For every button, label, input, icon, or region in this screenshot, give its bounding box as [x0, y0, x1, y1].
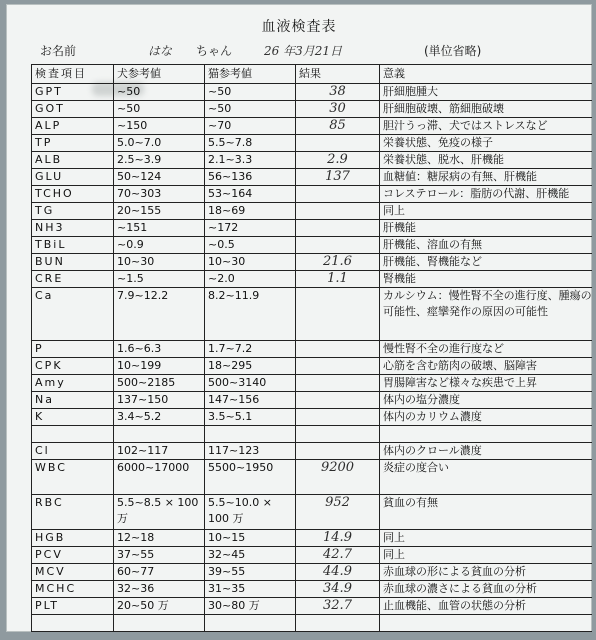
cat-reference: 1.7~7.2	[205, 341, 296, 358]
table-row	[32, 426, 593, 443]
meaning-text: 肝細胞腫大	[380, 84, 593, 101]
table-row	[32, 152, 593, 169]
cat-reference: 56~136	[205, 169, 296, 186]
dog-reference: ~1.5	[114, 271, 205, 288]
meaning-text: 栄養状態、脱水、肝機能	[380, 152, 593, 169]
test-item: BUN	[32, 254, 114, 271]
dog-reference: 3.4~5.2	[114, 409, 205, 426]
table-row	[32, 271, 593, 288]
meaning-text: 同上	[380, 547, 593, 564]
cat-reference	[205, 615, 296, 632]
handwritten-result: 85	[329, 118, 346, 133]
result-value	[296, 341, 380, 358]
dog-reference: ~50	[114, 84, 205, 101]
dog-reference: ~150	[114, 118, 205, 135]
name-label: お名前	[40, 44, 77, 58]
meaning-text: 同上	[380, 530, 593, 547]
meaning-text: 炎症の度合い	[380, 460, 593, 495]
handwritten-result: 21.6	[323, 254, 352, 269]
table-row	[32, 186, 593, 203]
meaning-text: 血糖値：糖尿病の有無、肝機能	[380, 169, 593, 186]
dog-reference: 12~18	[114, 530, 205, 547]
result-value	[296, 358, 380, 375]
table-row	[32, 460, 593, 495]
meaning-text	[380, 426, 593, 443]
meaning-text: 赤血球の濃さによる貧血の分析	[380, 581, 593, 598]
test-item: TBiL	[32, 237, 114, 254]
meaning-text: 体内のカリウム濃度	[380, 409, 593, 426]
cat-reference: 2.1~3.3	[205, 152, 296, 169]
test-item: TCHO	[32, 186, 114, 203]
cat-reference: ~70	[205, 118, 296, 135]
dog-reference: 1.6~6.3	[114, 341, 205, 358]
table-row	[32, 358, 593, 375]
table-row	[32, 220, 593, 237]
result-value	[296, 101, 380, 118]
cat-reference: 10~30	[205, 254, 296, 271]
cat-reference: 5.5~7.8	[205, 135, 296, 152]
meaning-text: 胆汁うっ滞、犬ではストレスなど	[380, 118, 593, 135]
test-item: WBC	[32, 460, 114, 495]
handwritten-result: 42.7	[323, 547, 352, 562]
test-item: CRE	[32, 271, 114, 288]
test-item: TG	[32, 203, 114, 220]
meaning-text: 腎機能	[380, 271, 593, 288]
dog-reference	[114, 426, 205, 443]
handwritten-result: 1.1	[327, 271, 348, 286]
table-row	[32, 288, 593, 341]
cat-reference: 18~295	[205, 358, 296, 375]
cat-reference: 117~123	[205, 443, 296, 460]
meaning-text: 胃腸障害など様々な疾患で上昇	[380, 375, 593, 392]
dog-reference: 500~2185	[114, 375, 205, 392]
dog-reference	[114, 615, 205, 632]
table-row	[32, 392, 593, 409]
cat-reference: 10~15	[205, 530, 296, 547]
table-row	[32, 375, 593, 392]
meaning-text: 肝機能、溶血の有無	[380, 237, 593, 254]
meaning-text: 止血機能、血管の状態の分析	[380, 598, 593, 615]
dog-reference: ~0.9	[114, 237, 205, 254]
result-value	[296, 375, 380, 392]
cat-reference: 3.5~5.1	[205, 409, 296, 426]
result-value	[296, 152, 380, 169]
result-value	[296, 169, 380, 186]
table-row	[32, 495, 593, 530]
cat-reference: 18~69	[205, 203, 296, 220]
cat-reference: 39~55	[205, 564, 296, 581]
handwritten-result: 137	[325, 169, 350, 184]
meaning-text: 心筋を含む筋肉の破壊、脳障害	[380, 358, 593, 375]
cat-reference: ~172	[205, 220, 296, 237]
table-row	[32, 203, 593, 220]
blood-test-sheet	[6, 4, 592, 632]
meaning-text: 同上	[380, 203, 593, 220]
cat-reference: 5.5~10.0 × 100 万	[205, 495, 296, 530]
test-item: K	[32, 409, 114, 426]
meaning-text	[380, 615, 593, 632]
cat-reference	[205, 426, 296, 443]
meaning-text: 貧血の有無	[380, 495, 593, 530]
col-header-result: 結果	[296, 65, 380, 84]
name-suffix: ちゃん	[196, 44, 233, 58]
results-body	[32, 84, 593, 632]
test-item: Ca	[32, 288, 114, 341]
result-value	[296, 581, 380, 598]
cat-reference: 53~164	[205, 186, 296, 203]
cat-reference: 5500~1950	[205, 460, 296, 495]
test-item: GOT	[32, 101, 114, 118]
result-value	[296, 220, 380, 237]
cat-reference: 32~45	[205, 547, 296, 564]
dog-reference: 70~303	[114, 186, 205, 203]
result-value	[296, 186, 380, 203]
handwritten-result: 2.9	[327, 152, 348, 167]
dog-reference: 7.9~12.2	[114, 288, 205, 341]
meaning-text: 肝細胞破壊、筋細胞破壊	[380, 101, 593, 118]
table-header-row	[32, 65, 593, 84]
test-item: GLU	[32, 169, 114, 186]
test-item: RBC	[32, 495, 114, 530]
col-header-item: 検査項目	[32, 65, 114, 84]
meaning-text: 赤血球の形による貧血の分析	[380, 564, 593, 581]
table-row	[32, 598, 593, 615]
results-table	[31, 64, 592, 632]
test-item: MCV	[32, 564, 114, 581]
units-note: (単位省略)	[424, 44, 482, 58]
table-row	[32, 547, 593, 564]
result-value	[296, 254, 380, 271]
dog-reference: ~50	[114, 101, 205, 118]
cat-reference: ~2.0	[205, 271, 296, 288]
table-row	[32, 254, 593, 271]
dog-reference: 2.5~3.9	[114, 152, 205, 169]
cat-reference: 500~3140	[205, 375, 296, 392]
dog-reference: 5.5~8.5 × 100 万	[114, 495, 205, 530]
handwritten-result: 14.9	[323, 530, 352, 545]
handwritten-result: 34.9	[323, 581, 352, 596]
cat-reference: ~0.5	[205, 237, 296, 254]
dog-reference: 32~36	[114, 581, 205, 598]
table-row	[32, 101, 593, 118]
result-value	[296, 547, 380, 564]
col-header-dog-ref: 犬参考値	[114, 65, 205, 84]
dog-reference: 20~50 万	[114, 598, 205, 615]
result-value	[296, 460, 380, 495]
table-row	[32, 135, 593, 152]
result-value	[296, 443, 380, 460]
result-value	[296, 288, 380, 341]
result-value	[296, 135, 380, 152]
sheet-title: 血液検査表	[261, 19, 337, 35]
table-row	[32, 443, 593, 460]
test-item: P	[32, 341, 114, 358]
table-row	[32, 84, 593, 101]
test-item: NH3	[32, 220, 114, 237]
meaning-text: 栄養状態、免疫の様子	[380, 135, 593, 152]
handwritten-result: 44.9	[323, 564, 352, 579]
result-value	[296, 118, 380, 135]
cat-reference: 147~156	[205, 392, 296, 409]
test-item: ALB	[32, 152, 114, 169]
table-row	[32, 581, 593, 598]
pet-name: はな	[148, 44, 173, 58]
meaning-text: 肝機能、腎機能など	[380, 254, 593, 271]
test-item: Cl	[32, 443, 114, 460]
meaning-text: 体内の塩分濃度	[380, 392, 593, 409]
cat-reference: ~50	[205, 84, 296, 101]
meaning-text: カルシウム：慢性腎不全の進行度、腫瘍の可能性、痙攣発作の原因の可能性	[380, 288, 593, 341]
result-value	[296, 409, 380, 426]
dog-reference: 10~30	[114, 254, 205, 271]
meaning-text: 慢性腎不全の進行度など	[380, 341, 593, 358]
table-row	[32, 409, 593, 426]
test-item: Na	[32, 392, 114, 409]
test-item: CPK	[32, 358, 114, 375]
patient-header	[6, 42, 592, 60]
dog-reference: ~151	[114, 220, 205, 237]
result-value	[296, 598, 380, 615]
dog-reference: 137~150	[114, 392, 205, 409]
result-value	[296, 203, 380, 220]
dog-reference: 102~117	[114, 443, 205, 460]
test-item: PCV	[32, 547, 114, 564]
dog-reference: 37~55	[114, 547, 205, 564]
table-row	[32, 530, 593, 547]
test-item	[32, 615, 114, 632]
dog-reference: 20~155	[114, 203, 205, 220]
test-item: HGB	[32, 530, 114, 547]
dog-reference: 6000~17000	[114, 460, 205, 495]
handwritten-result: 9200	[320, 460, 355, 475]
test-item	[32, 426, 114, 443]
handwritten-result: 32.7	[323, 598, 352, 613]
test-item: MCHC	[32, 581, 114, 598]
result-value	[296, 84, 380, 101]
table-row	[32, 118, 593, 135]
test-item: Amy	[32, 375, 114, 392]
table-row	[32, 237, 593, 254]
table-row	[32, 615, 593, 632]
meaning-text: 体内のクロール濃度	[380, 443, 593, 460]
col-header-cat-ref: 猫参考値	[205, 65, 296, 84]
dog-reference: 10~199	[114, 358, 205, 375]
test-item: ALP	[32, 118, 114, 135]
meaning-text: 肝機能	[380, 220, 593, 237]
col-header-meaning: 意義	[380, 65, 593, 84]
cat-reference: 30~80 万	[205, 598, 296, 615]
dog-reference: 60~77	[114, 564, 205, 581]
dog-reference: 5.0~7.0	[114, 135, 205, 152]
test-item: TP	[32, 135, 114, 152]
table-row	[32, 564, 593, 581]
result-value	[296, 615, 380, 632]
result-value	[296, 564, 380, 581]
test-date: 26 年3月21日	[264, 44, 342, 58]
cat-reference: 8.2~11.9	[205, 288, 296, 341]
handwritten-result: 30	[329, 101, 346, 116]
meaning-text: コレステロール：脂肪の代謝、肝機能	[380, 186, 593, 203]
result-value	[296, 237, 380, 254]
result-value	[296, 271, 380, 288]
test-item: GPT	[32, 84, 114, 101]
handwritten-result: 38	[329, 84, 346, 99]
table-row	[32, 169, 593, 186]
result-value	[296, 392, 380, 409]
test-item: PLT	[32, 598, 114, 615]
cat-reference: ~50	[205, 101, 296, 118]
table-row	[32, 341, 593, 358]
result-value	[296, 530, 380, 547]
result-value	[296, 495, 380, 530]
result-value	[296, 426, 380, 443]
cat-reference: 31~35	[205, 581, 296, 598]
dog-reference: 50~124	[114, 169, 205, 186]
handwritten-result: 952	[325, 495, 350, 510]
